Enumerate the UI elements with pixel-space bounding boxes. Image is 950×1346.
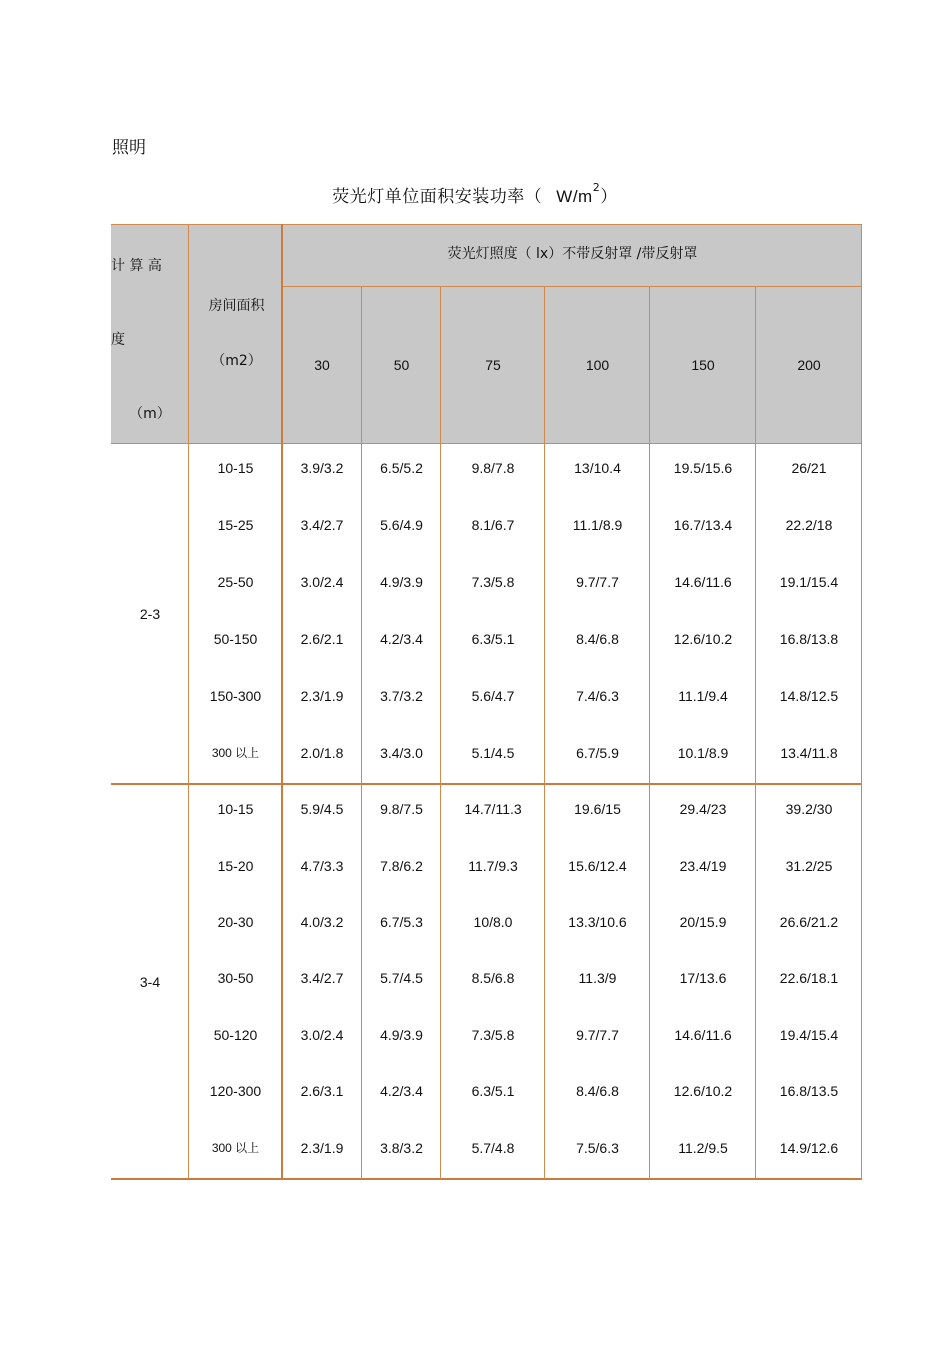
power-value-cell: 10.1/8.9 xyxy=(677,744,729,761)
power-value-cell: 7.5/6.3 xyxy=(576,1139,619,1156)
table-title-unit-superscript: 2 xyxy=(592,181,601,195)
power-value-cell: 7.8/6.2 xyxy=(380,857,423,874)
power-value-cell: 6.7/5.9 xyxy=(576,744,619,761)
power-value-cell: 8.4/6.8 xyxy=(576,630,619,647)
power-value-cell: 2.3/1.9 xyxy=(300,1139,344,1156)
lux-level-header: 150 xyxy=(691,356,715,373)
column-divider xyxy=(861,224,862,1179)
power-value-cell: 6.7/5.3 xyxy=(380,914,423,931)
power-value-cell: 4.2/3.4 xyxy=(380,1083,423,1100)
area-range-cell: 120-300 xyxy=(209,1083,262,1100)
power-value-cell: 16.7/13.4 xyxy=(673,517,733,534)
header-height-label-line1: 计 算 高 xyxy=(111,258,162,274)
area-range-cell: 10-15 xyxy=(217,460,254,477)
table-bottom-border xyxy=(111,1178,862,1180)
column-divider xyxy=(440,286,441,1179)
power-value-cell: 9.7/7.7 xyxy=(576,1026,619,1043)
power-value-cell: 20/15.9 xyxy=(679,914,727,931)
power-value-cell: 3.0/2.4 xyxy=(300,574,344,591)
power-value-cell: 29.4/23 xyxy=(679,801,727,818)
power-value-cell: 19.1/15.4 xyxy=(779,574,839,591)
power-value-cell: 14.7/11.3 xyxy=(464,801,522,818)
table-top-border xyxy=(111,224,862,225)
power-value-cell: 13/10.4 xyxy=(574,460,621,477)
column-divider xyxy=(755,286,756,1179)
power-value-cell: 2.6/2.1 xyxy=(300,630,344,647)
power-value-cell: 6.3/5.1 xyxy=(471,630,515,647)
area-range-cell: 50-120 xyxy=(213,1026,258,1043)
power-value-cell: 26.6/21.2 xyxy=(779,914,839,931)
power-value-cell: 8.4/6.8 xyxy=(576,1083,619,1100)
power-value-cell: 5.1/4.5 xyxy=(471,744,515,761)
group-divider xyxy=(111,783,862,785)
power-value-cell: 31.2/25 xyxy=(785,857,833,874)
table-title xyxy=(0,182,950,207)
area-range-cell: 30-50 xyxy=(217,970,254,987)
power-value-cell: 5.9/4.5 xyxy=(300,801,344,818)
power-value-cell: 16.8/13.8 xyxy=(779,630,839,647)
power-value-cell: 2.3/1.9 xyxy=(300,687,344,704)
power-value-cell: 12.6/10.2 xyxy=(673,630,733,647)
power-value-cell: 7.4/6.3 xyxy=(576,687,619,704)
power-value-cell: 4.2/3.4 xyxy=(380,630,423,647)
power-value-cell: 23.4/19 xyxy=(679,857,727,874)
power-value-cell: 19.5/15.6 xyxy=(673,460,733,477)
header-height-label-line2: 度 xyxy=(111,332,125,348)
area-range-cell: 50-150 xyxy=(213,630,258,647)
power-value-cell: 11.3/9 xyxy=(578,970,617,987)
power-value-cell: 11.1/8.9 xyxy=(572,517,623,534)
power-value-cell: 11.1/9.4 xyxy=(678,687,728,704)
power-value-cell: 15.6/12.4 xyxy=(568,857,627,874)
power-value-cell: 14.9/12.6 xyxy=(779,1139,839,1156)
section-title: 照明 xyxy=(112,138,146,158)
power-value-cell: 8.5/6.8 xyxy=(471,970,515,987)
power-value-cell: 13.4/11.8 xyxy=(780,744,838,761)
power-value-cell: 5.6/4.7 xyxy=(471,687,515,704)
column-divider xyxy=(361,286,362,1179)
header-illuminance-group: 荧光灯照度（ lx）不带反射罩 /带反射罩 xyxy=(447,246,698,262)
area-range-cell: 300 以上 xyxy=(211,746,260,761)
area-range-cell: 300 以上 xyxy=(211,1141,260,1156)
table-title-text: 荧光灯单位面积安装功率（ xyxy=(332,187,543,207)
area-range-cell: 150-300 xyxy=(209,687,262,704)
power-density-table xyxy=(111,224,862,1179)
power-value-cell: 3.9/3.2 xyxy=(300,460,344,477)
power-value-cell: 7.3/5.8 xyxy=(471,574,515,591)
power-value-cell: 17/13.6 xyxy=(679,970,727,987)
power-value-cell: 3.4/2.7 xyxy=(300,970,344,987)
lux-level-header: 50 xyxy=(393,356,410,373)
power-value-cell: 8.1/6.7 xyxy=(471,517,515,534)
power-value-cell: 22.6/18.1 xyxy=(779,970,839,987)
table-title-close: ） xyxy=(600,187,618,207)
group-header-divider xyxy=(282,286,862,287)
header-area-unit: （m2） xyxy=(211,353,262,369)
lux-level-header: 75 xyxy=(485,356,501,373)
power-value-cell: 16.8/13.5 xyxy=(779,1083,839,1100)
power-value-cell: 14.6/11.6 xyxy=(674,574,732,591)
column-divider xyxy=(544,286,545,1179)
power-value-cell: 14.6/11.6 xyxy=(674,1026,732,1043)
power-value-cell: 2.0/1.8 xyxy=(300,744,344,761)
power-value-cell: 14.8/12.5 xyxy=(779,687,839,704)
power-value-cell: 6.3/5.1 xyxy=(471,1083,515,1100)
area-range-cell: 15-20 xyxy=(217,857,254,874)
height-range-cell: 3-4 xyxy=(139,973,161,990)
power-value-cell: 19.6/15 xyxy=(574,801,621,818)
column-divider xyxy=(281,224,283,1179)
power-value-cell: 26/21 xyxy=(791,460,827,477)
power-value-cell: 22.2/18 xyxy=(785,517,833,534)
area-range-cell: 15-25 xyxy=(217,517,254,534)
power-value-cell: 5.7/4.8 xyxy=(471,1139,515,1156)
power-value-cell: 12.6/10.2 xyxy=(673,1083,733,1100)
power-value-cell: 4.0/3.2 xyxy=(300,914,344,931)
power-value-cell: 2.6/3.1 xyxy=(300,1083,344,1100)
lux-level-header: 200 xyxy=(797,356,821,373)
power-value-cell: 5.6/4.9 xyxy=(380,517,423,534)
power-value-cell: 9.8/7.5 xyxy=(380,801,423,818)
power-value-cell: 9.7/7.7 xyxy=(576,574,619,591)
power-value-cell: 4.7/3.3 xyxy=(300,857,344,874)
lux-level-header: 100 xyxy=(585,356,610,373)
power-value-cell: 11.2/9.5 xyxy=(678,1139,728,1156)
power-value-cell: 4.9/3.9 xyxy=(380,1026,423,1043)
power-value-cell: 4.9/3.9 xyxy=(380,574,423,591)
lux-level-header: 30 xyxy=(314,356,330,373)
power-value-cell: 5.7/4.5 xyxy=(380,970,423,987)
power-value-cell: 3.7/3.2 xyxy=(380,687,423,704)
power-value-cell: 3.4/2.7 xyxy=(300,517,344,534)
power-value-cell: 3.4/3.0 xyxy=(380,744,423,761)
header-height-unit: （m） xyxy=(129,406,171,422)
height-range-cell: 2-3 xyxy=(139,605,161,622)
column-divider xyxy=(649,286,650,1179)
power-value-cell: 13.3/10.6 xyxy=(568,914,627,931)
area-range-cell: 25-50 xyxy=(217,574,254,591)
power-value-cell: 11.7/9.3 xyxy=(468,857,518,874)
area-range-cell: 10-15 xyxy=(217,801,254,818)
power-value-cell: 9.8/7.8 xyxy=(471,460,515,477)
area-range-cell: 20-30 xyxy=(217,914,254,931)
header-bottom-border xyxy=(111,443,862,444)
power-value-cell: 3.8/3.2 xyxy=(380,1139,423,1156)
column-divider xyxy=(188,224,189,1179)
power-value-cell: 6.5/5.2 xyxy=(380,460,423,477)
power-value-cell: 19.4/15.4 xyxy=(779,1026,839,1043)
power-value-cell: 3.0/2.4 xyxy=(300,1026,344,1043)
power-value-cell: 10/8.0 xyxy=(473,914,513,931)
table-title-unit: W/m xyxy=(556,187,593,206)
power-value-cell: 39.2/30 xyxy=(785,801,833,818)
header-area-label: 房间面积 xyxy=(208,298,265,314)
power-value-cell: 7.3/5.8 xyxy=(471,1026,515,1043)
